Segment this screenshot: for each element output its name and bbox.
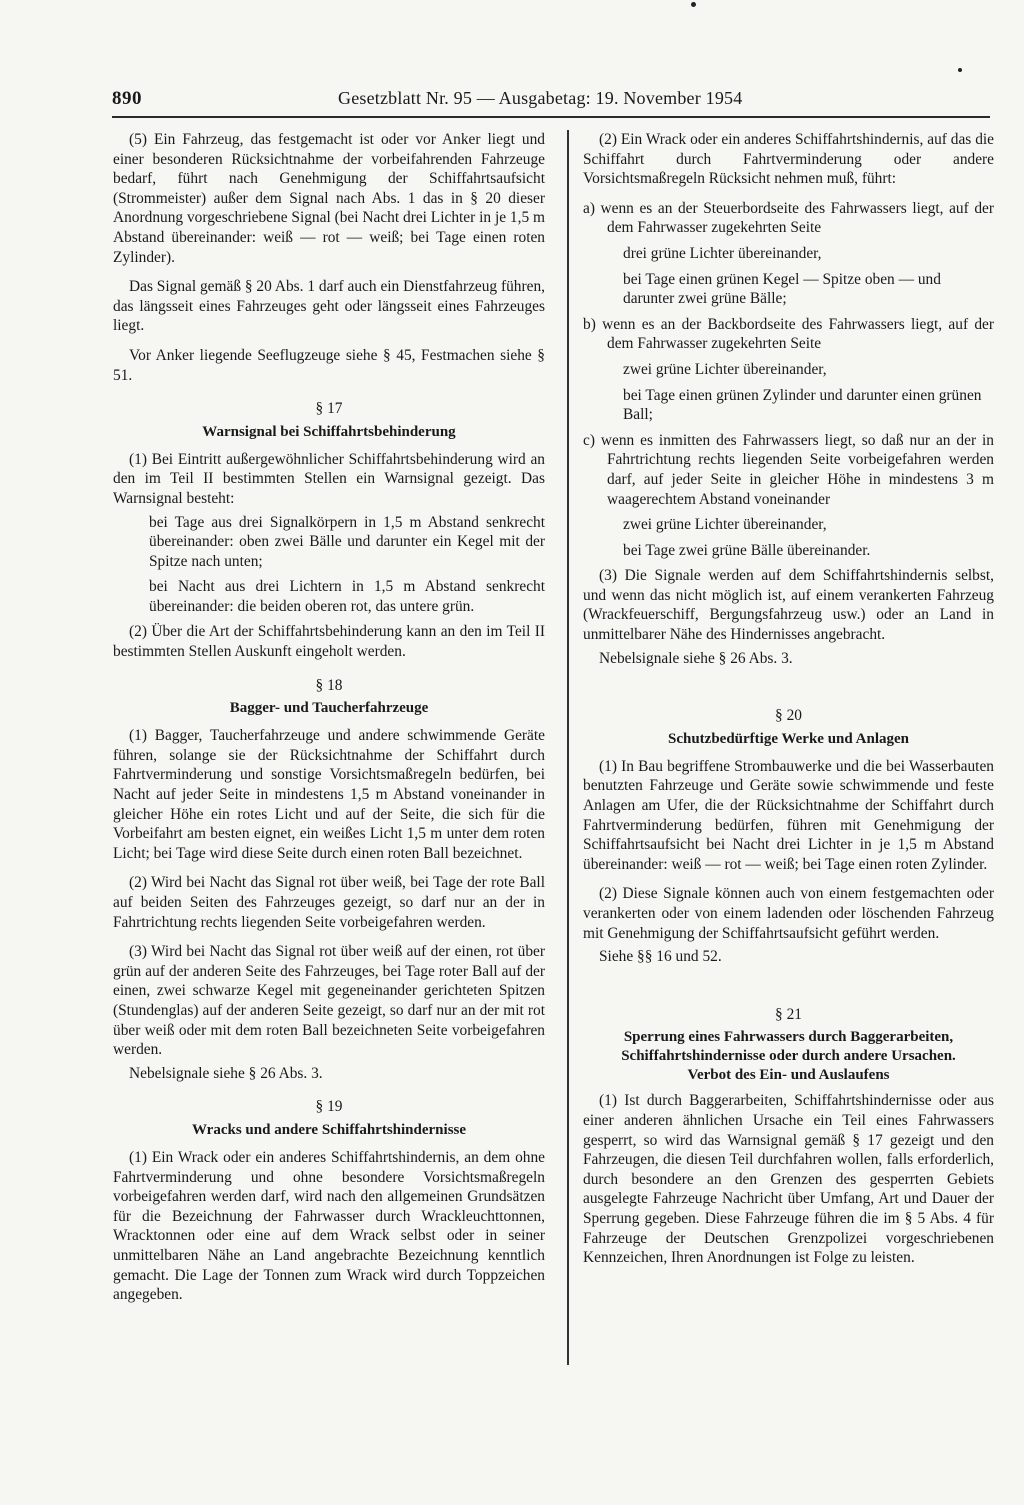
paragraph: Das Signal gemäß § 20 Abs. 1 darf auch ein Dienstfahrzeug führen, das längsseit eines Fahrzeuges geht oder längsseit eines Fahrzeuges liegt. <box>113 278 545 335</box>
section-title: Warnsignal bei Schiffahrtsbehinderung <box>202 423 456 440</box>
section-number: § 21 <box>775 1005 802 1023</box>
sub-item: bei Tage zwei grüne Bälle übereinander. <box>623 541 871 559</box>
list-item: a) wenn es an der Steuerbordseite des Fahrwassers liegt, auf der dem Fahrwasser zugekehrten Seite <box>583 199 994 237</box>
paragraph: (3) Wird bei Nacht das Signal rot über weiß auf der einen, rot über grün auf der anderen Seite des Fahrzeuges, bei Tage roter Ball auf der einen, zwei schwarze Kegel mit gegeneinander gerichteten Spitzen (Stundenglas) auf der anderen Seite gezeigt, so darf nur an der mit rot über weiß oder mit dem roten Ball bezeichneten Seite vorbeigefahren werden. <box>113 943 545 1059</box>
paragraph: (2) Wird bei Nacht das Signal rot über weiß, bei Tage der rote Ball auf beiden Seiten des Fahrzeuges gezeigt, so darf nur an der in Fahrtrichtung rechts liegenden Seite vorbeigefahren werden. <box>113 874 545 931</box>
paragraph: (2) Diese Signale können auch von einem festgemachten oder verankerten oder von einem ladenden oder löschenden Fahrzeug mit Genehmigung der Schiffahrtsaufsicht geführt werden. <box>583 885 994 942</box>
sub-item: bei Tage einen grünen Zylinder und darunter einen grünen Ball; <box>623 386 982 424</box>
spacer <box>583 678 994 692</box>
paragraph: (1) Bei Eintritt außergewöhnlicher Schiffahrtsbehinderung wird an den im Teil II bestimmten Stellen ein Warnsignal gezeigt. Das Warnsignal besteht: <box>113 450 545 507</box>
section-title-line: Verbot des Ein- und Auslaufens <box>687 1067 890 1084</box>
page-number: 890 <box>112 88 142 109</box>
print-speck <box>958 68 962 72</box>
paragraph: (1) Bagger, Taucherfahrzeuge und andere schwimmende Geräte führen, solange sie der Rücksichtnahme der Schiffahrt durch Fahrtverminderung und sonstige Vorsichtsmaßregeln bedürfen, bei Nacht auf jeder Seite in mindestens 1,5 m Abstand voneinander in gleicher Höhe ein rotes Licht und auf der Seite, die sich für die Vorbeifahrt am besten eignet, ein weißes Licht 1,5 m unter dem roten Licht; bei Tage wird diese Seite durch einen roten Ball bezeichnet. <box>113 727 545 862</box>
section-number: § 17 <box>315 400 343 418</box>
header-title: Gesetzblatt Nr. 95 — Ausgabetag: 19. November 1954 <box>338 88 743 108</box>
right-column <box>583 130 994 1278</box>
paragraph: (2) Über die Art der Schiffahrtsbehinderung kann an den im Teil II bestimmten Stellen Auskunft eingeholt werden. <box>113 623 545 661</box>
paragraph: Siehe §§ 16 und 52. <box>599 948 722 966</box>
section-title-line: Sperrung eines Fahrwassers durch Baggerarbeiten, <box>623 1029 954 1046</box>
section-title <box>583 1028 994 1085</box>
paragraph: (1) Ist durch Baggerarbeiten, Schiffahrtshindernisse oder aus einer anderen ähnlichen Ursache ein Teil eines Fahrwassers gesperrt, so wird das Warnsignal gemäß § 17 gezeigt und den Fahrzeugen, die diesen Teil durchfahren wollen, falls erforderlich, durch besondere an den Grenzen des gesperrten Gebiets ausgelegte Fahrzeuge Nachricht über Umfang, Art und Dauer der Sperrung gegeben. Diese Fahrzeuge führen die im § 5 Abs. 4 für Fahrzeuge der Deutschen Grenzpolizei vorgeschriebenen Kennzeichen, Ihren Anordnungen ist Folge zu leisten. <box>583 1092 994 1267</box>
paragraph: Nebelsignale siehe § 26 Abs. 3. <box>129 1064 323 1082</box>
section-number: § 18 <box>315 676 343 694</box>
left-column <box>113 130 545 1315</box>
paragraph: Vor Anker liegende Seeflugzeuge siehe § 45, Festmachen siehe § 51. <box>113 346 545 384</box>
indented-paragraph: bei Nacht aus drei Lichtern in 1,5 m Abstand senkrecht übereinander: die beiden oberen rot, das untere grün. <box>149 578 545 615</box>
column-divider <box>567 130 569 1365</box>
indented-paragraph: bei Tage aus drei Signalkörpern in 1,5 m Abstand senkrecht übereinander: oben zwei Bälle und darunter ein Kegel mit der Spitze nach unten; <box>149 513 545 570</box>
list-item: b) wenn es an der Backbordseite des Fahrwassers liegt, auf der dem Fahrwasser zugekehrten Seite <box>583 315 994 353</box>
sub-item: zwei grüne Lichter übereinander, <box>623 360 827 378</box>
section-title: Wracks und andere Schiffahrtshindernisse <box>191 1121 467 1138</box>
header-rule <box>112 116 990 118</box>
page-header <box>112 88 990 114</box>
paragraph: (3) Die Signale werden auf dem Schiffahrtshindernis selbst, und wenn das nicht möglich ist, auf einem verankerten Fahrzeug (Wrackfeuerschiff, Bergungsfahrzeug usw.) oder an Land in unmittelbarer Nähe des Hindernisses angebracht. <box>583 567 994 644</box>
section-number: § 20 <box>775 707 802 725</box>
section-title: Bagger- und Taucherfahrzeuge <box>229 700 429 717</box>
paragraph: (1) Ein Wrack oder ein anderes Schiffahrtshindernis, an dem ohne Fahrtverminderung und ohne besondere Vorsichtsmaßregeln vorbeigefahren werden darf, wird nach den allgemeinen Grundsätzen für die Bezeichnung der Fahrwasser durch Wrackleuchttonnen, Wracktonnen oder eine auf dem Wrack selbst oder in seiner unmittelbaren Nähe an Land angebrachte Bezeichnung kenntlich gemacht. Die Lage der Tonnen zum Wrack wird durch Toppzeichen angegeben. <box>113 1148 545 1304</box>
paragraph: Nebelsignale siehe § 26 Abs. 3. <box>599 649 793 667</box>
section-title: Schutzbedürftige Werke und Anlagen <box>667 730 909 747</box>
sub-item: bei Tage einen grünen Kegel — Spitze oben — und darunter zwei grüne Bälle; <box>623 270 941 308</box>
sub-item: zwei grüne Lichter übereinander, <box>623 516 827 534</box>
paragraph: (1) In Bau begriffene Strombauwerke und die bei Wasserbauten benutzten Fahrzeuge und Geräte sowie schwimmende und feste Anlagen am Ufer, die der Rücksichtnahme der Schiffahrt durch Fahrtverminderung bedürfen, führen mit Genehmigung der Schiffahrtsaufsicht bei Nacht drei Lichter in je 1,5 m Abstand übereinander: weiß — rot — weiß; bei Tage einen roten Zylinder. <box>583 757 994 873</box>
paragraph: (5) Ein Fahrzeug, das festgemacht ist oder vor Anker liegt und einer besonderen Rücksichtnahme der vorbeifahrenden Fahrzeuge bedarf, führt nach Genehmigung der Schiffahrtsaufsicht (Strommeister) außer dem Signal nach Abs. 1 das in § 20 dieser Anordnung vorgeschriebene Signal (bei Nacht drei Lichter in je 1,5 m Abstand übereinander: weiß — rot — weiß; bei Tage einen roten Zylinder). <box>113 131 545 266</box>
sub-item: drei grüne Lichter übereinander, <box>623 244 822 262</box>
print-speck <box>691 2 696 7</box>
section-title-line: Schiffahrtshindernisse oder durch andere Ursachen. <box>621 1048 956 1065</box>
section-number: § 19 <box>315 1098 343 1116</box>
paragraph: (2) Ein Wrack oder ein anderes Schiffahrtshindernis, auf das die Schiffahrt durch Fahrtverminderung oder andere Vorsichtsmaßregeln Rücksicht nehmen muß, führt: <box>583 131 994 188</box>
list-item: c) wenn es inmitten des Fahrwassers liegt, so daß nur an der in Fahrtrichtung rechts liegenden Seite vorbeigefahren werden darf, auf jeder Seite in gleicher Höhe in mindestens 3 m waagerechtem Abstand voneinander <box>583 431 994 508</box>
spacer <box>583 977 994 991</box>
